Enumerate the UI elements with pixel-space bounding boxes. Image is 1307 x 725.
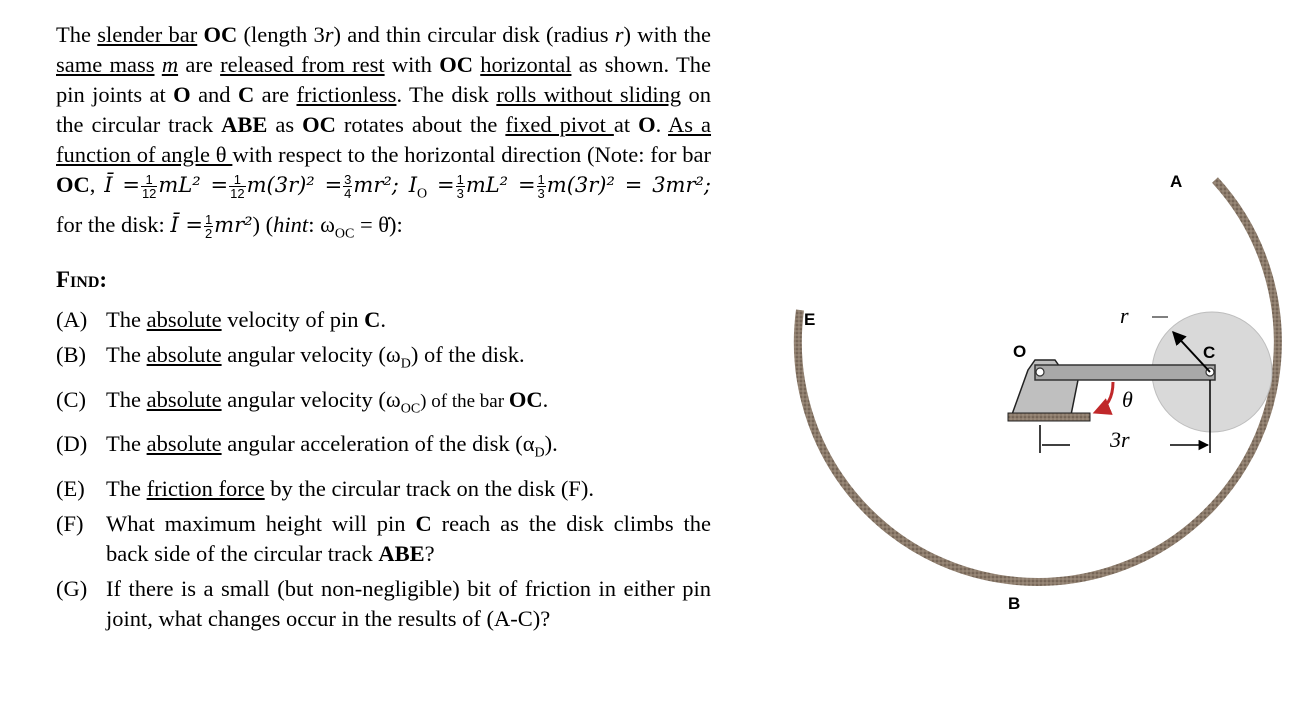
text-run: are xyxy=(254,82,297,107)
text-run: (length 3 xyxy=(237,22,325,47)
fraction-denominator: 2 xyxy=(204,225,213,241)
text-run: rotates about the xyxy=(335,112,506,137)
question-text xyxy=(106,476,594,501)
text-run: are xyxy=(178,52,221,77)
subscript: OC xyxy=(334,226,355,241)
mechanism-figure xyxy=(780,160,1300,640)
math-expression: m(3r)² = xyxy=(246,173,343,197)
fraction-numerator: 1 xyxy=(456,172,464,188)
math-expression: mr² xyxy=(214,212,253,237)
text-run: on the circular track xyxy=(56,82,711,137)
text-run: ABE xyxy=(378,540,425,566)
math-expression: mr²; I xyxy=(353,173,417,197)
fraction-numerator: 3 xyxy=(344,172,352,188)
text-run: angular velocity (ω xyxy=(221,386,401,412)
problem-statement xyxy=(56,20,711,639)
text-run: The xyxy=(106,475,147,501)
text-run: angular velocity (ω xyxy=(221,342,401,367)
text-run: C xyxy=(364,307,381,332)
question-item xyxy=(56,385,711,425)
text-run: . The disk xyxy=(396,82,497,107)
text-run: reach as the disk climbs the back side of the circular track xyxy=(106,510,711,566)
subscript: O xyxy=(417,186,428,202)
text-run: C xyxy=(237,82,255,107)
label-3r: 3r xyxy=(1110,427,1130,452)
question-label: (E) xyxy=(56,475,85,501)
text-run: and xyxy=(190,82,238,107)
text-run: m xyxy=(161,52,179,77)
fraction xyxy=(456,173,465,200)
text-run: friction force xyxy=(146,475,265,501)
question-label: (D) xyxy=(56,431,88,456)
text-run: ) of the bar xyxy=(420,390,509,412)
question-item xyxy=(56,509,711,569)
text-run: The xyxy=(106,307,147,332)
text-run: The xyxy=(106,431,147,456)
question-item xyxy=(56,429,711,469)
pivot-ground xyxy=(1008,413,1090,421)
subscript: D xyxy=(534,445,545,461)
fraction xyxy=(229,173,245,200)
math-expression: Ī = xyxy=(170,212,203,237)
text-run: r xyxy=(324,22,334,47)
text-run: as shown. The pin joints at xyxy=(56,52,712,107)
text-run: ) of the disk. xyxy=(410,342,525,367)
text-run: angular acceleration of the disk (α xyxy=(221,431,535,456)
fraction xyxy=(141,173,157,200)
fraction-denominator: 12 xyxy=(141,186,157,202)
question-label: (C) xyxy=(56,386,86,412)
text-run xyxy=(155,52,162,77)
text-run: : ω xyxy=(308,211,335,237)
label-c: C xyxy=(1203,343,1216,362)
text-run: slender bar xyxy=(97,22,198,47)
text-run: absolute xyxy=(146,307,222,332)
label-a: A xyxy=(1170,172,1183,191)
question-text xyxy=(106,431,558,461)
math-expression: m(3r)² = 3mr²; xyxy=(546,173,711,197)
text-run: same mass xyxy=(56,52,155,77)
math-expression: mL² = xyxy=(158,173,229,197)
text-run: ) with the xyxy=(623,22,712,47)
fraction xyxy=(343,173,352,200)
question-item xyxy=(56,574,711,634)
text-run: As a function of angle θ xyxy=(56,112,712,167)
math-expression: Ī = xyxy=(104,173,140,197)
text-run: absolute xyxy=(146,431,222,456)
text-run: absolute xyxy=(146,342,222,367)
text-run: with xyxy=(384,52,440,77)
question-text xyxy=(106,511,711,566)
label-o: O xyxy=(1013,342,1027,361)
text-run: OC xyxy=(508,386,543,412)
text-run: rolls without sliding xyxy=(496,82,682,107)
question-label: (A) xyxy=(56,307,88,332)
question-item xyxy=(56,474,711,504)
question-list xyxy=(56,305,711,634)
text-run: The xyxy=(56,22,98,47)
bar-oc xyxy=(1035,365,1215,380)
text-run: , xyxy=(89,172,105,197)
text-run: OC xyxy=(439,52,473,77)
text-run: ) and thin circular disk (radius xyxy=(333,22,615,47)
text-run: ABE xyxy=(221,112,268,137)
text-run: fixed pivot xyxy=(505,112,614,137)
question-item xyxy=(56,340,711,380)
fraction-numerator: 1 xyxy=(229,173,245,187)
fraction xyxy=(204,213,213,240)
text-run: frictionless xyxy=(296,82,397,107)
fraction-numerator: 1 xyxy=(537,172,545,188)
fraction-denominator: 3 xyxy=(456,186,464,202)
question-text xyxy=(106,307,386,332)
text-run: by the circular track on the disk (F). xyxy=(264,475,594,501)
text-run: If there is a small (but non-negligible) bit of friction in either pin joint, what changes occur in the results of (A-C)? xyxy=(106,575,711,631)
text-run: The xyxy=(106,342,147,367)
text-run: . xyxy=(655,112,669,137)
text-run: C xyxy=(415,510,432,536)
question-text xyxy=(106,342,525,372)
subscript: D xyxy=(400,356,411,372)
math-expression: = xyxy=(427,173,455,197)
text-run: What maximum height will pin xyxy=(106,510,416,536)
problem-intro xyxy=(56,20,711,249)
math-expression: mL² = xyxy=(465,173,536,197)
question-item xyxy=(56,305,711,335)
label-r: r xyxy=(1120,303,1129,328)
text-run: . xyxy=(380,307,386,332)
text-run: . xyxy=(542,386,549,412)
question-text xyxy=(106,386,549,416)
question-label: (F) xyxy=(56,510,84,536)
text-run: = θ̇): xyxy=(354,211,403,237)
pin-o xyxy=(1036,368,1044,376)
fraction xyxy=(537,173,546,200)
question-text xyxy=(106,576,711,631)
fraction-numerator: 1 xyxy=(141,173,157,187)
fraction-denominator: 12 xyxy=(230,186,245,202)
text-run: OC xyxy=(302,112,336,137)
text-run: The xyxy=(106,386,147,412)
label-b: B xyxy=(1008,594,1021,613)
text-run: horizontal xyxy=(480,52,572,77)
question-label: (G) xyxy=(56,575,88,601)
text-run: ? xyxy=(424,540,435,566)
find-heading: Find: xyxy=(56,267,108,292)
text-run: O xyxy=(173,82,191,107)
fraction-numerator: 1 xyxy=(204,211,213,227)
fraction-denominator: 4 xyxy=(344,186,352,202)
text-run: released from rest xyxy=(220,52,385,77)
text-run: ). xyxy=(544,431,558,456)
text-run: ) ( xyxy=(252,211,274,237)
label-theta: θ xyxy=(1122,387,1133,412)
text-run: with respect to the horizontal direction (Note: for bar xyxy=(232,142,711,167)
question-label: (B) xyxy=(56,342,86,367)
text-run: OC xyxy=(56,172,90,197)
text-run: velocity of pin xyxy=(221,307,365,332)
subscript: OC xyxy=(400,401,421,416)
text-run: O xyxy=(638,112,656,137)
text-run: OC xyxy=(203,22,238,47)
r-label-bg xyxy=(1080,303,1150,330)
text-run: at xyxy=(613,112,639,137)
theta-arrow xyxy=(1096,382,1113,412)
text-run: for the disk: xyxy=(56,211,171,237)
text-run: r xyxy=(614,22,624,47)
label-e: E xyxy=(804,310,816,329)
text-run: absolute xyxy=(146,386,222,412)
text-run: as xyxy=(267,112,303,137)
fraction-denominator: 3 xyxy=(537,186,545,202)
text-run: hint xyxy=(273,211,309,237)
